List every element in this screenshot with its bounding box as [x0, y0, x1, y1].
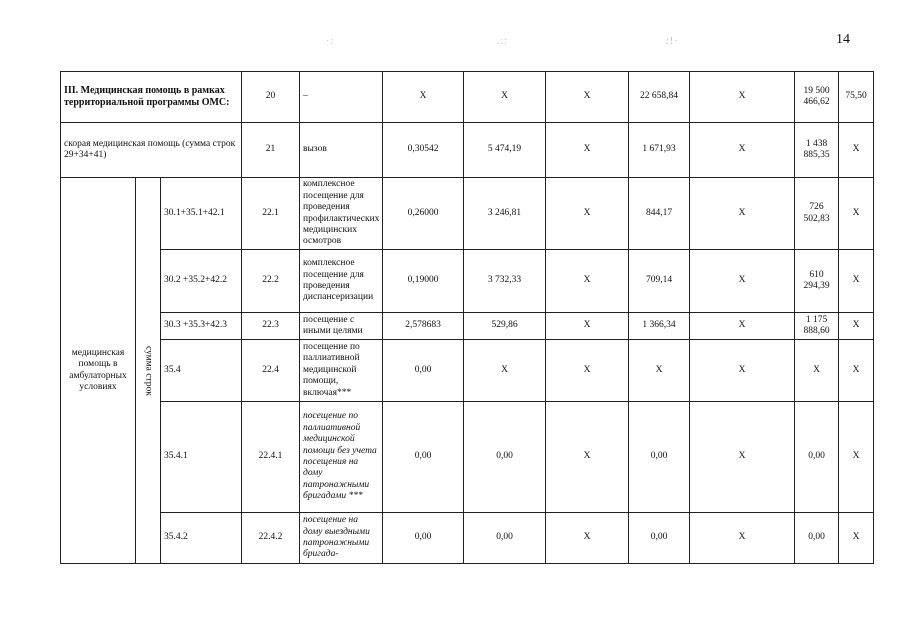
- scan-dot: ·:: [326, 36, 335, 47]
- line-number: 22.1: [242, 178, 300, 250]
- table-cell: X: [546, 313, 629, 340]
- table-cell: X: [690, 340, 795, 402]
- table-cell: 0,00: [464, 402, 546, 513]
- table-cell: X: [839, 340, 874, 402]
- table-cell: 1 366,34: [629, 313, 690, 340]
- ref-cell: 35.4.1: [161, 402, 242, 513]
- table-cell: X: [690, 178, 795, 250]
- line-number: 20: [242, 72, 300, 123]
- table-cell: 1 671,93: [629, 123, 690, 178]
- table-row: [61, 313, 874, 340]
- table-cell: 3 246,81: [464, 178, 546, 250]
- table-cell: 1 175 888,60: [795, 313, 839, 340]
- line-number: 21: [242, 123, 300, 178]
- table-cell: X: [690, 123, 795, 178]
- table-row: [61, 402, 874, 513]
- ref-cell: 35.4.2: [161, 513, 242, 564]
- ref-cell: 35.4: [161, 340, 242, 402]
- group-label: медицинская помощь в амбулаторных условиях: [61, 178, 136, 564]
- table-cell: X: [546, 250, 629, 313]
- table-cell: X: [795, 340, 839, 402]
- table-cell: 0,00: [795, 402, 839, 513]
- table-cell: X: [839, 513, 874, 564]
- table-cell: X: [464, 340, 546, 402]
- row-name: скорая медицинская помощь (сумма строк 29+34+41): [61, 123, 242, 178]
- table-cell: 0,00: [383, 402, 464, 513]
- table-cell: X: [464, 72, 546, 123]
- unit-cell: посещение по паллиативной медицинской помощи без учета посещения на дому патронажными бригадами ***: [300, 402, 383, 513]
- table-cell: X: [546, 178, 629, 250]
- unit-cell: посещение на дому выездными патронажными бригада-: [300, 513, 383, 564]
- table-row: [61, 513, 874, 564]
- table-cell: X: [546, 72, 629, 123]
- table-cell: X: [690, 72, 795, 123]
- row-name: III. Медицинская помощь в рамках территориальной программы ОМС:: [61, 72, 242, 123]
- financial-table: [60, 71, 874, 564]
- table-cell: X: [629, 340, 690, 402]
- line-number: 22.3: [242, 313, 300, 340]
- table-cell: 0,19000: [383, 250, 464, 313]
- table-cell: X: [546, 513, 629, 564]
- table-cell: X: [839, 123, 874, 178]
- table-cell: 0,00: [629, 402, 690, 513]
- table-cell: X: [690, 313, 795, 340]
- table-cell: X: [383, 72, 464, 123]
- table-row: [61, 72, 874, 123]
- table-cell: X: [839, 250, 874, 313]
- table-cell: 19 500 466,62: [795, 72, 839, 123]
- unit-cell: комплексное посещение для проведения профилактических медицинских осмотров: [300, 178, 383, 250]
- table-cell: 1 438 885,35: [795, 123, 839, 178]
- line-number: 22.2: [242, 250, 300, 313]
- table-row: [61, 123, 874, 178]
- table-row: [61, 250, 874, 313]
- table-cell: 3 732,33: [464, 250, 546, 313]
- scan-dot: :!·: [666, 36, 679, 47]
- page-number: 14: [836, 32, 850, 47]
- table-cell: X: [690, 250, 795, 313]
- table-cell: X: [546, 402, 629, 513]
- table-cell: X: [839, 313, 874, 340]
- sum-label: сумма строк: [136, 178, 161, 564]
- unit-cell: –: [300, 72, 383, 123]
- table-cell: 726 502,83: [795, 178, 839, 250]
- table-cell: X: [546, 123, 629, 178]
- table-row: [61, 340, 874, 402]
- table-cell: X: [546, 340, 629, 402]
- ref-cell: 30.1+35.1+42.1: [161, 178, 242, 250]
- table-cell: 529,86: [464, 313, 546, 340]
- table-cell: 5 474,19: [464, 123, 546, 178]
- table-cell: 0,30542: [383, 123, 464, 178]
- ref-cell: 30.2 +35.2+42.2: [161, 250, 242, 313]
- table-cell: X: [690, 402, 795, 513]
- table-cell: 0,26000: [383, 178, 464, 250]
- table-cell: 0,00: [629, 513, 690, 564]
- line-number: 22.4.2: [242, 513, 300, 564]
- table-cell: 709,14: [629, 250, 690, 313]
- table-cell: X: [839, 178, 874, 250]
- line-number: 22.4: [242, 340, 300, 402]
- unit-cell: посещение по паллиативной медицинской помощи, включая***: [300, 340, 383, 402]
- table-cell: 2,578683: [383, 313, 464, 340]
- table-cell: 844,17: [629, 178, 690, 250]
- table-cell: 610 294,39: [795, 250, 839, 313]
- table-row: [61, 178, 874, 250]
- line-number: 22.4.1: [242, 402, 300, 513]
- table-cell: 22 658,84: [629, 72, 690, 123]
- scan-dot: .::: [497, 36, 509, 47]
- unit-cell: вызов: [300, 123, 383, 178]
- unit-cell: комплексное посещение для проведения диспансеризации: [300, 250, 383, 313]
- table-cell: 0,00: [464, 513, 546, 564]
- table-cell: 0,00: [383, 340, 464, 402]
- table-cell: 0,00: [795, 513, 839, 564]
- table-cell: X: [839, 402, 874, 513]
- unit-cell: посещение с иными целями: [300, 313, 383, 340]
- table-cell: X: [690, 513, 795, 564]
- table-cell: 0,00: [383, 513, 464, 564]
- ref-cell: 30.3 +35.3+42.3: [161, 313, 242, 340]
- table-cell: 75,50: [839, 72, 874, 123]
